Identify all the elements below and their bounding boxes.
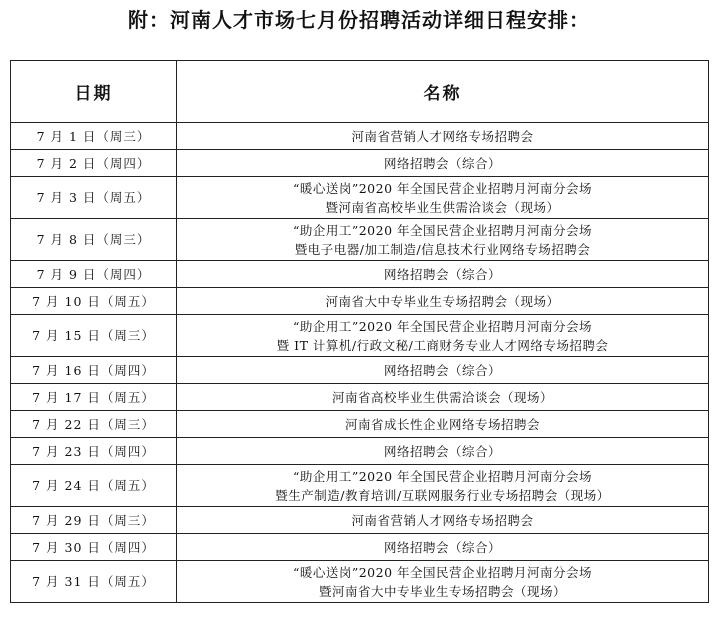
event-date: 7 月 10 日（周五）	[11, 288, 177, 315]
table-header-row	[11, 61, 709, 123]
event-name	[177, 357, 709, 384]
table-row	[11, 411, 709, 438]
event-date: 7 月 23 日（周四）	[11, 438, 177, 465]
event-name	[177, 384, 709, 411]
event-name-line: 网络招聘会（综合）	[383, 267, 501, 282]
event-name	[177, 219, 709, 261]
event-name-line: 暨 IT 计算机/行政文秘/工商财务专业人才网络专场招聘会	[276, 337, 609, 353]
document-title: 附：河南人才市场七月份招聘活动详细日程安排：	[128, 8, 590, 32]
table-row	[11, 177, 709, 219]
event-date: 7 月 31 日（周五）	[11, 561, 177, 603]
event-name	[177, 534, 709, 561]
event-name-line: “助企用工”2020 年全国民营企业招聘月河南分会场	[292, 318, 593, 334]
event-date: 7 月 15 日（周三）	[11, 315, 177, 357]
event-date: 7 月 8 日（周三）	[11, 219, 177, 261]
event-name-line: “助企用工”2020 年全国民营企业招聘月河南分会场	[292, 222, 593, 238]
table-row	[11, 357, 709, 384]
schedule-body	[11, 123, 709, 603]
event-name	[177, 177, 709, 219]
table-row	[11, 150, 709, 177]
event-date: 7 月 9 日（周四）	[11, 261, 177, 288]
event-name	[177, 123, 709, 150]
event-name-line: 暨电子电器/加工制造/信息技术行业网络专场招聘会	[294, 241, 591, 257]
event-name	[177, 288, 709, 315]
table-row	[11, 465, 709, 507]
event-name-line: 网络招聘会（综合）	[383, 540, 501, 555]
event-date: 7 月 16 日（周四）	[11, 357, 177, 384]
header-date: 日期	[11, 61, 177, 123]
event-name-line: 河南省营销人才网络专场招聘会	[351, 513, 534, 528]
event-date: 7 月 2 日（周四）	[11, 150, 177, 177]
table-row	[11, 438, 709, 465]
event-name-line: 河南省高校毕业生供需洽谈会（现场）	[331, 390, 553, 405]
event-name-line: “暖心送岗”2020 年全国民营企业招聘月河南分会场	[292, 564, 593, 580]
event-date: 7 月 1 日（周三）	[11, 123, 177, 150]
event-date: 7 月 29 日（周三）	[11, 507, 177, 534]
event-name-line: 暨河南省高校毕业生供需洽谈会（现场）	[325, 199, 560, 215]
event-name	[177, 411, 709, 438]
event-name	[177, 465, 709, 507]
table-row	[11, 561, 709, 603]
table-row	[11, 288, 709, 315]
event-name-line: 河南省营销人才网络专场招聘会	[351, 129, 534, 144]
event-name-line: “助企用工”2020 年全国民营企业招聘月河南分会场	[292, 468, 593, 484]
event-name	[177, 507, 709, 534]
event-name-line: 河南省大中专毕业生专场招聘会（现场）	[325, 294, 560, 309]
event-name	[177, 438, 709, 465]
event-name-line: 网络招聘会（综合）	[383, 444, 501, 459]
event-name-line: 网络招聘会（综合）	[383, 363, 501, 378]
event-date: 7 月 24 日（周五）	[11, 465, 177, 507]
event-date: 7 月 22 日（周三）	[11, 411, 177, 438]
table-row	[11, 123, 709, 150]
event-name	[177, 150, 709, 177]
event-name	[177, 315, 709, 357]
event-name-line: 暨生产制造/教育培训/互联网服务行业专场招聘会（现场）	[275, 487, 610, 503]
table-row	[11, 261, 709, 288]
event-name-line: 网络招聘会（综合）	[383, 156, 501, 171]
event-name-line: 暨河南省大中专毕业生专场招聘会（现场）	[318, 583, 566, 599]
schedule-table	[10, 60, 709, 603]
header-name: 名称	[177, 61, 709, 123]
event-name	[177, 561, 709, 603]
table-row	[11, 315, 709, 357]
event-date: 7 月 17 日（周五）	[11, 384, 177, 411]
table-row	[11, 534, 709, 561]
table-row	[11, 384, 709, 411]
table-row	[11, 219, 709, 261]
event-name-line: 河南省成长性企业网络专场招聘会	[344, 417, 540, 432]
event-date: 7 月 30 日（周四）	[11, 534, 177, 561]
event-date: 7 月 3 日（周五）	[11, 177, 177, 219]
event-name-line: “暖心送岗”2020 年全国民营企业招聘月河南分会场	[292, 180, 593, 196]
table-row	[11, 507, 709, 534]
event-name	[177, 261, 709, 288]
